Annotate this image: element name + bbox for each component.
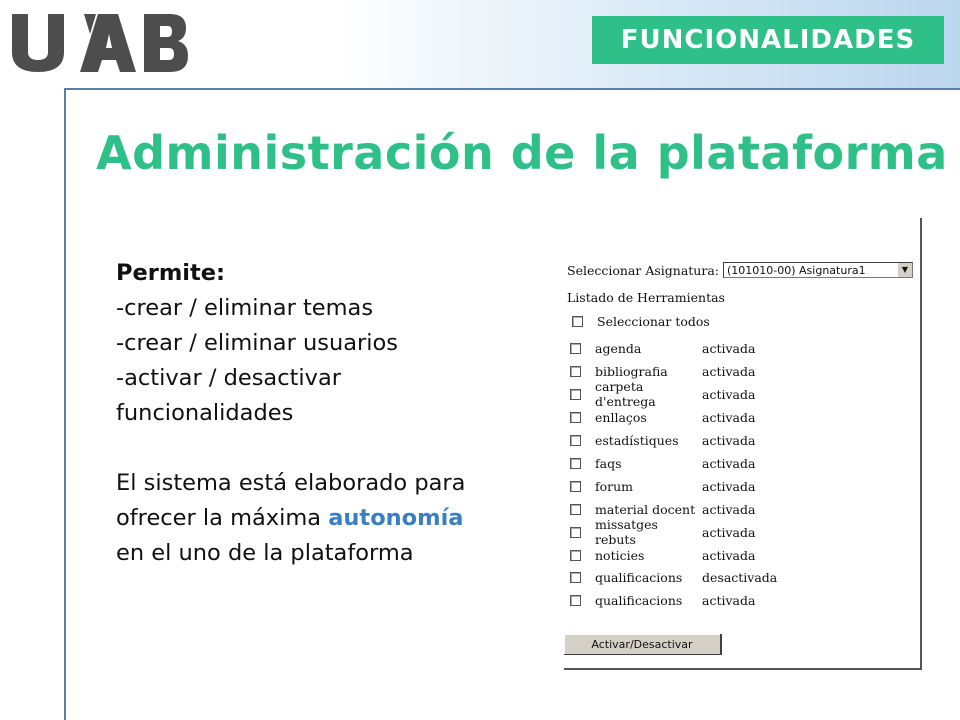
subject-select-value: (101010-00) Asignatura1 [727,264,866,277]
tool-name: qualificacions [595,592,683,608]
tool-row [570,362,755,380]
subject-select[interactable] [723,262,913,278]
paragraph-gap [116,431,546,466]
subject-select-label: Seleccionar Asignatura: [567,262,719,278]
intro-label: Permite: [116,260,226,286]
tool-status: activada [702,363,756,379]
tool-status: activada [702,547,756,563]
tool-checkbox[interactable] [570,389,581,400]
tool-name: agenda [595,340,642,356]
body-text [116,256,546,571]
tool-name: enllaços [595,409,647,425]
tool-name: noticies [595,547,645,563]
tool-row [570,546,755,564]
tool-status: activada [702,409,756,425]
tool-row [570,500,755,518]
tool-row [570,568,777,586]
tool-checkbox[interactable] [570,550,581,561]
tool-row [570,408,755,426]
tool-status: activada [702,501,756,517]
select-all-row [572,314,710,329]
tool-checkbox[interactable] [570,481,581,492]
tool-status: activada [702,455,756,471]
feature-line: -crear / eliminar temas [116,295,374,321]
tool-checkbox[interactable] [570,527,581,538]
tool-status: activada [702,432,756,448]
tool-row [570,454,755,472]
tool-name: missatges rebuts [595,517,658,547]
section-badge: FUNCIONALIDADES [592,16,944,64]
tool-row [570,379,756,409]
chevron-down-icon[interactable]: ▼ [897,263,912,277]
tool-name: estadístiques [595,432,679,448]
tool-row [570,591,755,609]
tool-name: carpeta d'entrega [595,379,656,409]
tool-name: material docent [595,501,696,517]
tool-checkbox[interactable] [570,343,581,354]
page-title: Administración de la plataforma [96,126,948,180]
feature-line: -crear / eliminar usuarios [116,330,398,356]
frame-divider-horizontal [64,88,960,90]
tool-status: activada [702,340,756,356]
tool-row [570,431,755,449]
tool-checkbox[interactable] [570,366,581,377]
tool-status: activada [702,592,756,608]
tool-row [570,517,756,547]
tool-name: forum [595,478,634,494]
admin-screenshot-panel [564,218,922,670]
tool-checkbox[interactable] [570,458,581,469]
tool-status: activada [702,478,756,494]
tool-row [570,339,755,357]
tools-list-heading: Listado de Herramientas [567,290,725,305]
closing-line [116,501,546,536]
tool-name: bibliografia [595,363,668,379]
tool-name: qualificacions [595,569,683,585]
feature-line: funcionalidades [116,400,294,426]
select-all-checkbox[interactable] [572,316,583,327]
tool-row [570,477,755,495]
tool-status: activada [702,524,756,540]
tool-name: faqs [595,455,622,471]
uab-logo [10,12,190,74]
tool-checkbox[interactable] [570,504,581,515]
closing-line: El sistema está elaborado para [116,470,466,496]
subject-select-row [567,262,913,278]
frame-divider-vertical [64,88,66,720]
highlight-word: autonomía [328,505,464,531]
tool-checkbox[interactable] [570,412,581,423]
tool-checkbox[interactable] [570,595,581,606]
tool-checkbox[interactable] [570,435,581,446]
tool-status: desactivada [702,569,778,585]
tool-checkbox[interactable] [570,572,581,583]
closing-text: ofrecer la máxima [116,505,329,531]
activate-deactivate-button[interactable]: Activar/Desactivar [564,634,722,655]
tool-status: activada [702,386,756,402]
closing-line: en el uno de la plataforma [116,540,414,566]
select-all-label: Seleccionar todos [597,314,710,329]
feature-line: -activar / desactivar [116,365,342,391]
